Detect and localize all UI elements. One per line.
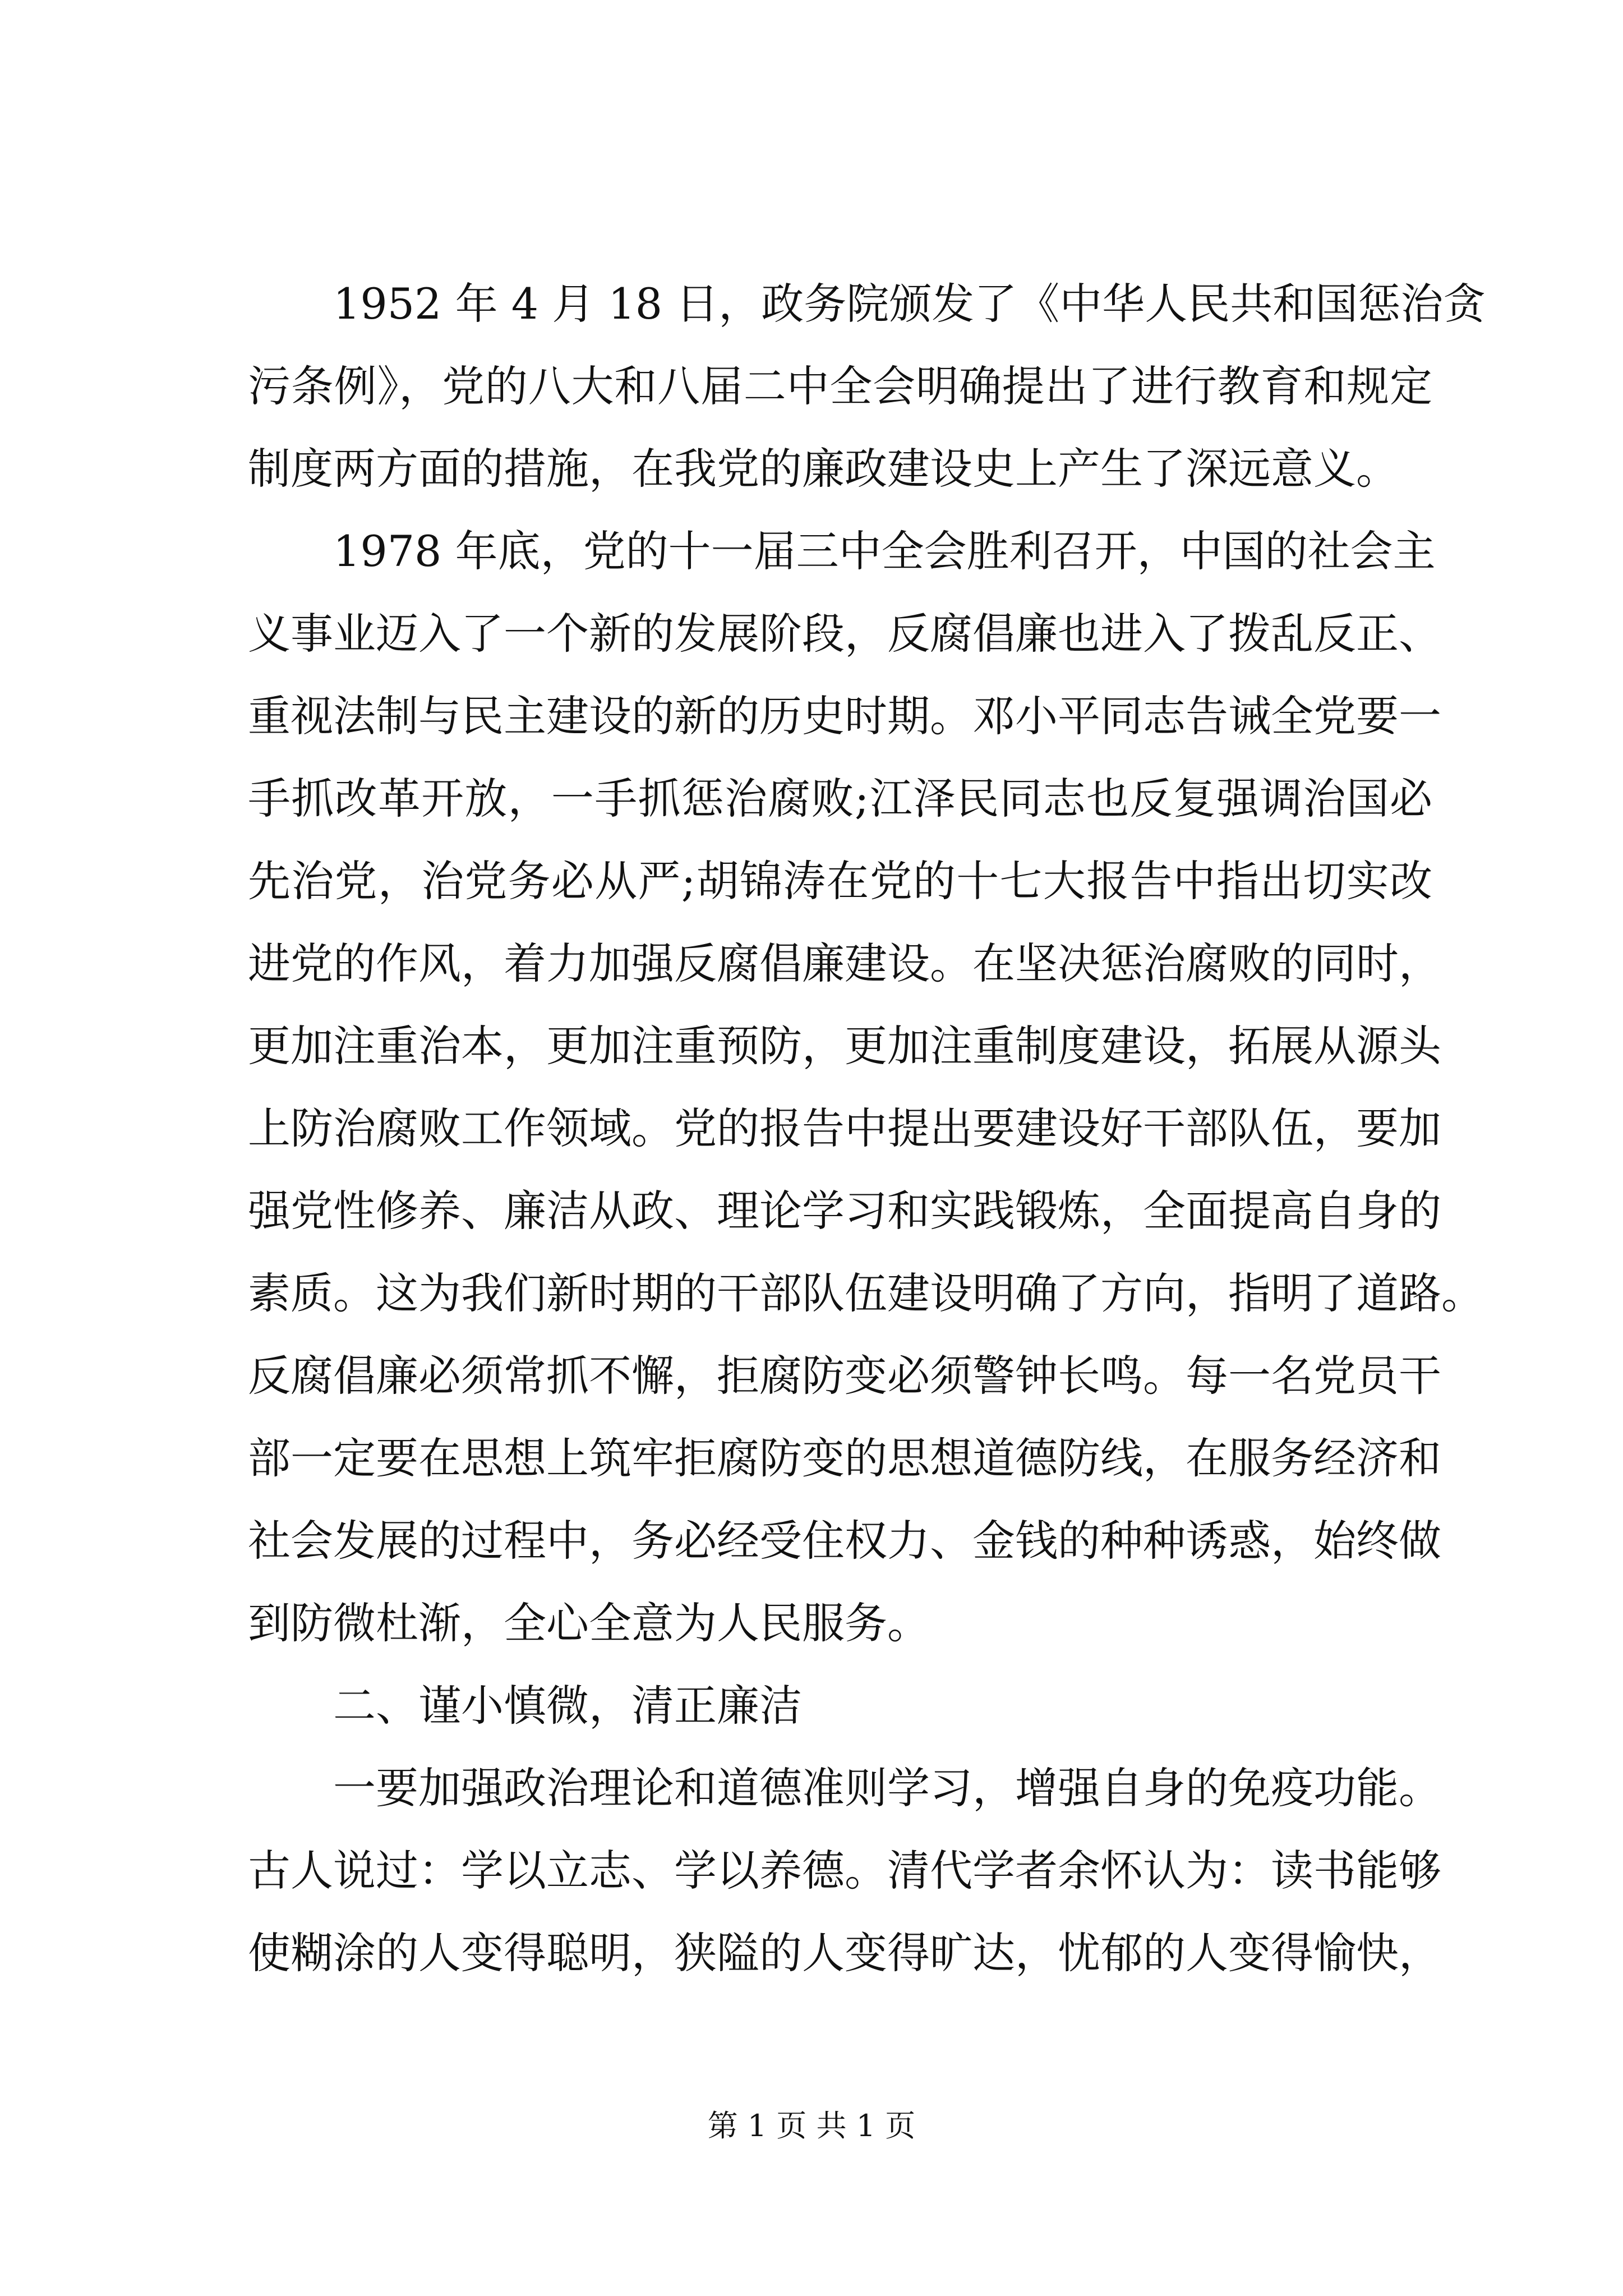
paragraph-line: 反腐倡廉必须常抓不懈，拒腐防变必须警钟长鸣。每一名党员干	[248, 1351, 1441, 1401]
paragraph-line: 强党性修养、廉洁从政、理论学习和实践锻炼，全面提高自身的	[248, 1186, 1441, 1236]
paragraph-line: 进党的作风，着力加强反腐倡廉建设。在坚决惩治腐败的同时，	[248, 938, 1441, 988]
paragraph-line: 义事业迈入了一个新的发展阶段，反腐倡廉也进入了拨乱反正、	[248, 609, 1441, 659]
paragraph-line: 更加注重治本，更加注重预防，更加注重制度建设，拓展从源头	[248, 1021, 1441, 1071]
page-footer: 第 1 页 共 1 页	[707, 2108, 916, 2143]
paragraph-line: 手抓改革开放，一手抓惩治腐败;江泽民同志也反复强调治国必	[248, 774, 1432, 823]
paragraph-line: 使糊涂的人变得聪明，狭隘的人变得旷达，忧郁的人变得愉快，	[248, 1928, 1441, 1978]
paragraph-line: 制度两方面的措施，在我党的廉政建设史上产生了深远意义。	[248, 444, 1399, 494]
document-body	[248, 263, 1486, 1994]
section-heading: 二、谨小慎微，清正廉洁	[333, 1681, 802, 1731]
paragraph-line: 污条例》，党的八大和八届二中全会明确提出了进行教育和规定	[248, 361, 1432, 411]
paragraph-line: 到防微杜渐，全心全意为人民服务。	[248, 1598, 930, 1648]
paragraph-line: 1978 年底，党的十一届三中全会胜利召开，中国的社会主	[333, 526, 1436, 576]
paragraph-line: 一要加强政治理论和道德准则学习，增强自身的免疫功能。	[333, 1763, 1441, 1813]
paragraph-line: 社会发展的过程中，务必经受住权力、金钱的种种诱惑，始终做	[248, 1516, 1441, 1566]
paragraph-line: 部一定要在思想上筑牢拒腐防变的思想道德防线，在服务经济和	[248, 1433, 1441, 1483]
paragraph-line: 古人说过：学以立志、学以养德。清代学者余怀认为：读书能够	[248, 1846, 1441, 1895]
paragraph-line: 上防治腐败工作领域。党的报告中提出要建设好干部队伍，要加	[248, 1103, 1441, 1153]
paragraph-line: 先治党，治党务必从严;胡锦涛在党的十七大报告中指出切实改	[248, 856, 1432, 906]
paragraph-line: 素质。这为我们新时期的干部队伍建设明确了方向，指明了道路。	[248, 1268, 1484, 1318]
paragraph-line: 重视法制与民主建设的新的历史时期。邓小平同志告诫全党要一	[248, 691, 1441, 741]
paragraph-line: 1952 年 4 月 18 日，政务院颁发了《中华人民共和国惩治贪	[333, 279, 1486, 329]
